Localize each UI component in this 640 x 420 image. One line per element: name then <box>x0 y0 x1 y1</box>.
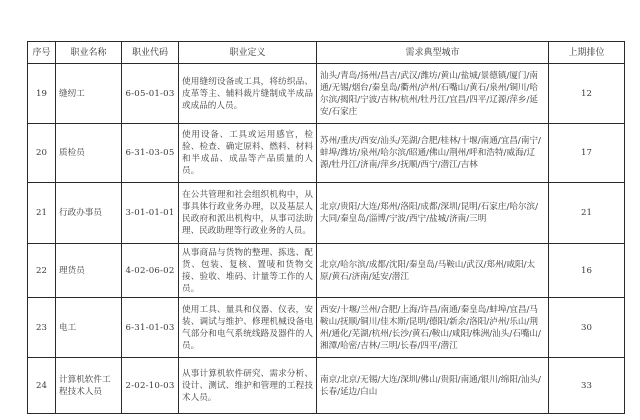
demand-cities: 汕头/青岛/扬州/昌吉/武汉/潍坊/黄山/盐城/景德镇/厦门/南通/无锡/烟台/秦皇岛/衢州/泸州/石嘴山/黄石/泉州/铜川/哈尔滨/揭阳/宁波/吉林/杭州/牡丹江/宜昌/四平/辽源/萍乡/延安/石家庄 <box>317 64 549 124</box>
occupation-code: 4-02-06-02 <box>122 244 179 298</box>
row-number: 24 <box>28 358 56 414</box>
demand-cities: 北京/贵阳/大连/郑州/洛阳/成都/深圳/昆明/石家庄/哈尔滨/大同/秦皇岛/淄博/宁波/西宁/盐城/济南/三明 <box>317 183 549 244</box>
header-cities: 需求典型城市 <box>317 42 549 64</box>
header-row <box>28 42 625 64</box>
occupation-name: 质检员 <box>56 124 122 183</box>
table-row <box>28 64 625 124</box>
occupation-demand-table <box>27 41 625 414</box>
row-number: 19 <box>28 64 56 124</box>
header-name: 职业名称 <box>56 42 122 64</box>
table-row <box>28 124 625 183</box>
table-header <box>28 42 625 64</box>
row-number: 20 <box>28 124 56 183</box>
header-definition: 职业定义 <box>179 42 317 64</box>
occupation-code: 6-31-03-05 <box>122 124 179 183</box>
table-body <box>28 64 625 414</box>
row-number: 21 <box>28 183 56 244</box>
occupation-definition: 从事计算机软件研究、需求分析、设计、测试、维护和管理的工程技术人员。 <box>179 358 317 414</box>
header-num: 序号 <box>28 42 56 64</box>
occupation-definition: 使用工具、量具和仪器、仪表，安装、调试与维护、修理机械设备电气部分和电气系统线路及器件的人员。 <box>179 298 317 358</box>
previous-rank: 16 <box>549 244 625 298</box>
occupation-name: 电工 <box>56 298 122 358</box>
occupation-name: 计算机软件工程技术人员 <box>56 358 122 414</box>
previous-rank: 33 <box>549 358 625 414</box>
header-code: 职业代码 <box>122 42 179 64</box>
occupation-name: 理货员 <box>56 244 122 298</box>
occupation-name: 缝纫工 <box>56 64 122 124</box>
previous-rank: 17 <box>549 124 625 183</box>
occupation-definition: 在公共管理和社会组织机构中，从事具体行政业务办理，以及基层人民政府和派出机构中，从事司法助理、民政助理等行政业务的人员。 <box>179 183 317 244</box>
row-number: 22 <box>28 244 56 298</box>
table-row <box>28 244 625 298</box>
occupation-code: 6-05-01-03 <box>122 64 179 124</box>
occupation-code: 6-31-01-03 <box>122 298 179 358</box>
occupation-code: 2-02-10-03 <box>122 358 179 414</box>
occupation-definition: 使用设备、工具或运用感官，检验、检查、确定原料、燃料、材料和半成品、成品等产品质量的人员。 <box>179 124 317 183</box>
demand-cities: 北京/哈尔滨/成都/沈阳/秦皇岛/马鞍山/武汉/郑州/咸阳/太原/黄石/济南/延安/潜江 <box>317 244 549 298</box>
previous-rank: 12 <box>549 64 625 124</box>
table-row <box>28 298 625 358</box>
demand-cities: 苏州/重庆/西安/汕头/芜湖/合肥/桂林/十堰/南通/宜昌/南宁/蚌埠/潍坊/泉州/哈尔滨/昭通/佛山/荆州/呼和浩特/威海/辽源/牡丹江/济南/萍乡/抚顺/西宁/潜江/吉林 <box>317 124 549 183</box>
previous-rank: 21 <box>549 183 625 244</box>
demand-cities: 南京/北京/无锡/大连/深圳/佛山/贵阳/南通/银川/绵阳/汕头/长春/延边/白山 <box>317 358 549 414</box>
header-previous-rank: 上期排位 <box>549 42 625 64</box>
demand-cities: 西安/十堰/兰州/合肥/上海/许昌/南通/秦皇岛/蚌埠/宜昌/马鞍山/抚顺/铜川/佳木斯/昆明/德阳/新余/洛阳/泸州/乐山/荆州/通化/芜湖/杭州/长沙/黄石/鞍山/咸阳/株洲/汕头/石嘴山/湘潭/哈密/吉林/三明/长春/四平/潜江 <box>317 298 549 358</box>
occupation-definition: 使用缝纫设备或工具，将纺织品、皮革等主、辅料裁片缝制成半成品或成品的人员。 <box>179 64 317 124</box>
table-row <box>28 183 625 244</box>
row-number: 23 <box>28 298 56 358</box>
occupation-code: 3-01-01-01 <box>122 183 179 244</box>
previous-rank: 30 <box>549 298 625 358</box>
occupation-definition: 从事商品与货物的整理、拣选、配货、包装、复核、置唛和货物交接、验收、堆码、计量等工作的人员。 <box>179 244 317 298</box>
occupation-name: 行政办事员 <box>56 183 122 244</box>
table-row <box>28 358 625 414</box>
